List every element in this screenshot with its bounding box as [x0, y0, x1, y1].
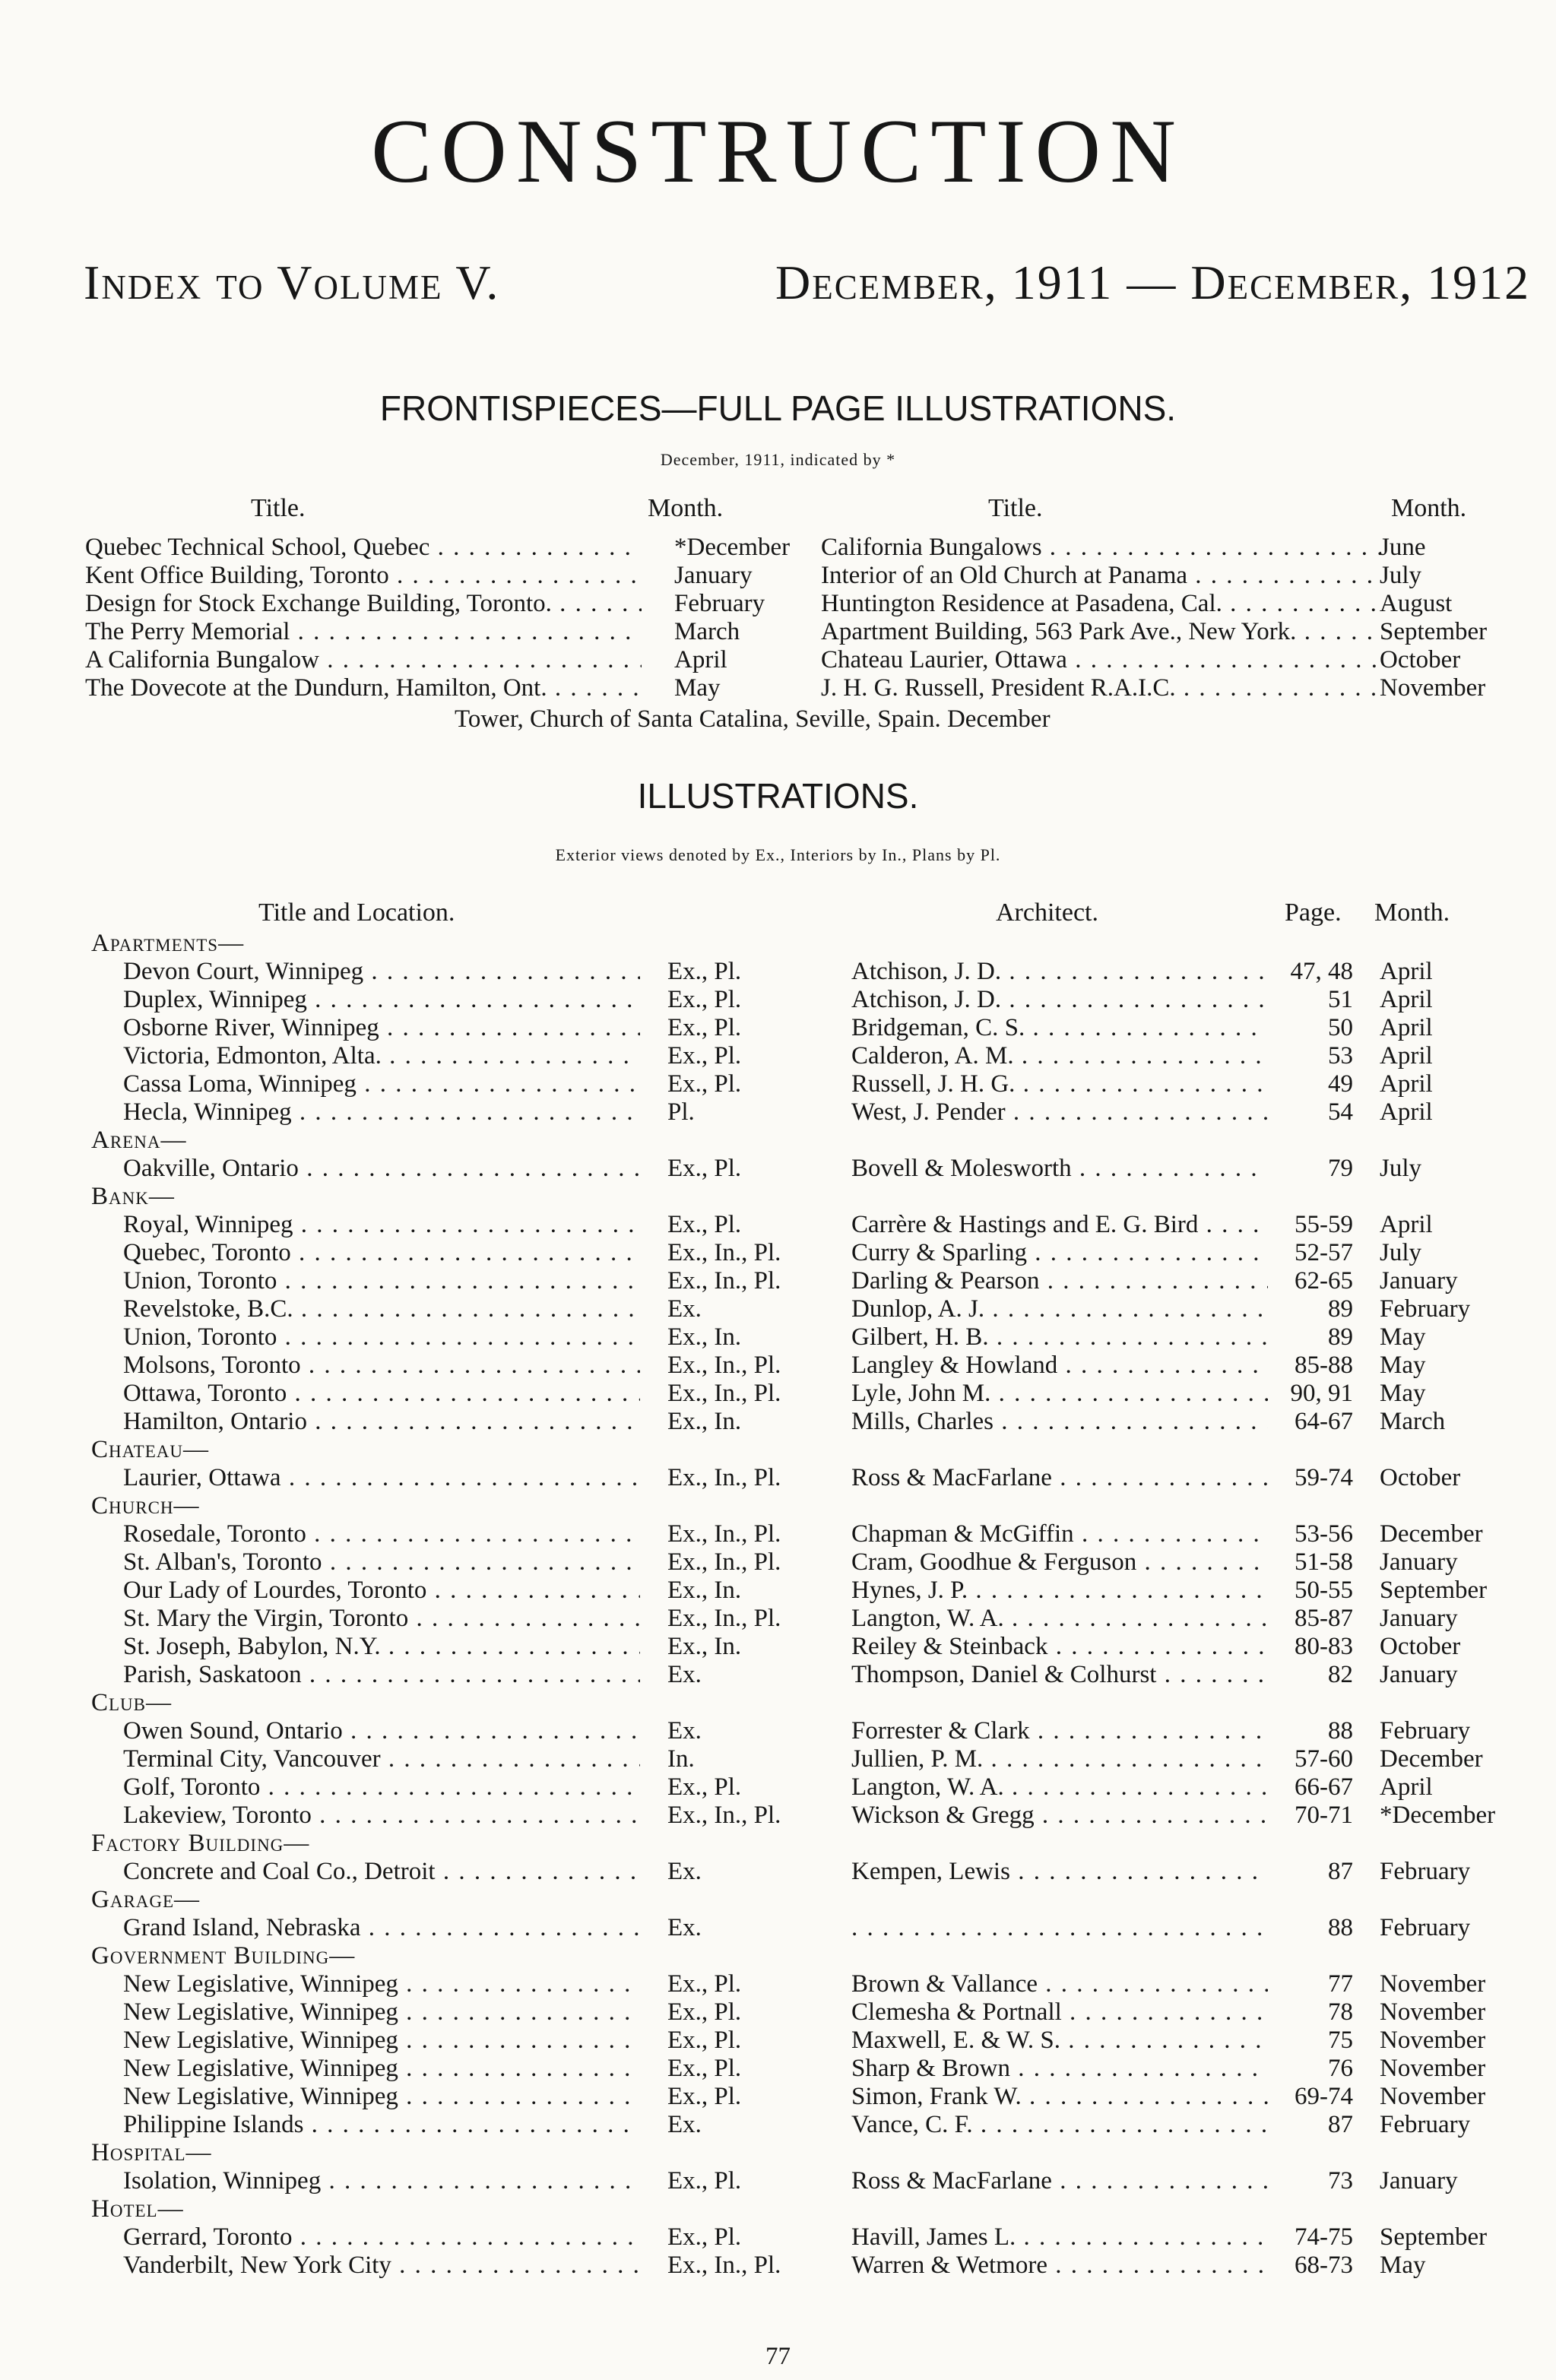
entry-title: Duplex, Winnipeg . . .	[123, 986, 640, 1013]
entry-architect: Langton, W. A. . . .	[851, 1605, 1268, 1632]
frontispiece-title: A California Bungalow . . .	[85, 646, 642, 673]
entry-views: Ex., Pl.	[667, 1998, 742, 2026]
index-row	[0, 1323, 1556, 1351]
entry-views: Ex., Pl.	[667, 1070, 742, 1098]
entry-page: 79	[1328, 1155, 1353, 1182]
category-heading: Factory Building—	[91, 1830, 310, 1857]
frontispiece-title: Huntington Residence at Pasadena, Cal. . . .	[821, 590, 1381, 617]
frontispiece-title: Chateau Laurier, Ottawa . . .	[821, 646, 1381, 673]
frontispiece-title: Apartment Building, 563 Park Ave., New York. . . .	[821, 618, 1381, 645]
entry-month: November	[1380, 2055, 1486, 2082]
index-row	[0, 1773, 1556, 1801]
category-heading: Hospital—	[91, 2139, 212, 2166]
entry-month: February	[1380, 1717, 1471, 1745]
entry-page: 90, 91	[1290, 1380, 1353, 1407]
entry-title: Ottawa, Toronto . . .	[123, 1380, 640, 1407]
entry-title: Parish, Saskatoon . . .	[123, 1661, 640, 1688]
index-row	[0, 2252, 1556, 2279]
index-row	[0, 1211, 1556, 1238]
index-row	[0, 2167, 1556, 2195]
index-row	[0, 1352, 1556, 1379]
entry-views: Ex.	[667, 1914, 702, 1941]
entry-architect: Langley & Howland . . .	[851, 1352, 1268, 1379]
entry-month: May	[1380, 1323, 1426, 1351]
entry-page: 64-67	[1295, 1408, 1353, 1435]
frontispiece-month: June	[1380, 534, 1426, 561]
entry-page: 73	[1328, 2167, 1353, 2195]
entry-architect: Cram, Goodhue & Ferguson . . .	[851, 1548, 1268, 1576]
entry-views: Ex.	[667, 1661, 702, 1688]
entry-title: Hamilton, Ontario . . .	[123, 1408, 640, 1435]
frontispiece-title: California Bungalows . . .	[821, 534, 1381, 561]
frontispiece-item	[821, 590, 1532, 617]
entry-month: July	[1380, 1239, 1422, 1266]
entry-architect: Langton, W. A. . . .	[851, 1773, 1268, 1801]
entry-page: 87	[1328, 2111, 1353, 2138]
entry-title: Revelstoke, B.C. . . .	[123, 1295, 640, 1323]
entry-title: Laurier, Ottawa . . .	[123, 1464, 640, 1491]
entry-title: New Legislative, Winnipeg . . .	[123, 1998, 640, 2026]
category-heading: Arena—	[91, 1127, 187, 1154]
category-heading: Government Building—	[91, 1942, 356, 1970]
index-row	[0, 1914, 1556, 1941]
index-row	[0, 1661, 1556, 1688]
entry-architect: Calderon, A. M. . . .	[851, 1042, 1268, 1070]
entry-architect: Hynes, J. P. . . .	[851, 1577, 1268, 1604]
frontispiece-title: Design for Stock Exchange Building, Toronto. . . .	[85, 590, 642, 617]
index-row	[0, 1070, 1556, 1098]
entry-month: March	[1380, 1408, 1446, 1435]
entry-month: January	[1380, 1267, 1458, 1295]
index-row	[0, 1802, 1556, 1829]
entry-views: Ex., In., Pl.	[667, 1802, 781, 1829]
entry-architect: Darling & Pearson . . .	[851, 1267, 1268, 1295]
entry-views: Ex., Pl.	[667, 2167, 742, 2195]
frontispiece-item	[85, 618, 826, 645]
entry-month: January	[1380, 1605, 1458, 1632]
entry-page: 74-75	[1295, 2223, 1353, 2251]
entry-views: Ex., Pl.	[667, 1970, 742, 1998]
frontispiece-title: The Dovecote at the Dundurn, Hamilton, Ont. . . .	[85, 674, 642, 702]
entry-views: Pl.	[667, 1098, 695, 1126]
entry-page: 77	[1328, 1970, 1353, 1998]
frontispiece-month: February	[674, 590, 765, 617]
entry-architect: Dunlop, A. J. . . .	[851, 1295, 1268, 1323]
entry-title: Concrete and Coal Co., Detroit . . .	[123, 1858, 640, 1885]
entry-title: Royal, Winnipeg . . .	[123, 1211, 640, 1238]
entry-architect: Chapman & McGiffin . . .	[851, 1520, 1268, 1548]
entry-page: 57-60	[1295, 1745, 1353, 1773]
index-label: Index to Volume V.	[84, 255, 500, 309]
entry-views: Ex.	[667, 1858, 702, 1885]
category-heading: Garage—	[91, 1886, 201, 1913]
entry-page: 51	[1328, 986, 1353, 1013]
entry-views: Ex., In., Pl.	[667, 1464, 781, 1491]
entry-page: 50-55	[1295, 1577, 1353, 1604]
entry-architect: Reiley & Steinback . . .	[851, 1633, 1268, 1660]
entry-title: Philippine Islands . . .	[123, 2111, 640, 2138]
entry-month: December	[1380, 1745, 1483, 1773]
entry-month: October	[1380, 1464, 1461, 1491]
entry-views: Ex., In.	[667, 1633, 742, 1660]
index-row	[0, 2083, 1556, 2110]
frontispiece-item	[85, 590, 826, 617]
entry-title: Golf, Toronto . . .	[123, 1773, 640, 1801]
entry-title: St. Joseph, Babylon, N.Y. . . .	[123, 1633, 640, 1660]
frontispiece-item	[85, 646, 826, 673]
entry-page: 59-74	[1295, 1464, 1353, 1491]
entry-architect: Bridgeman, C. S. . . .	[851, 1014, 1268, 1041]
frontispiece-month: October	[1380, 646, 1461, 673]
entry-views: Ex., In., Pl.	[667, 1380, 781, 1407]
entry-architect: Clemesha & Portnall . . .	[851, 1998, 1268, 2026]
entry-views: Ex., Pl.	[667, 1773, 742, 1801]
entry-architect: Ross & MacFarlane . . .	[851, 2167, 1268, 2195]
entry-architect: Kempen, Lewis . . .	[851, 1858, 1268, 1885]
entry-month: February	[1380, 1858, 1471, 1885]
entry-views: Ex., In., Pl.	[667, 1520, 781, 1548]
category-heading: Club—	[91, 1689, 173, 1716]
entry-month: February	[1380, 1295, 1471, 1323]
entry-title: Quebec, Toronto . . .	[123, 1239, 640, 1266]
entry-month: November	[1380, 1970, 1486, 1998]
entry-title: St. Mary the Virgin, Toronto . . .	[123, 1605, 640, 1632]
entry-page: 52-57	[1295, 1239, 1353, 1266]
entry-title: Grand Island, Nebraska . . .	[123, 1914, 640, 1941]
entry-views: Ex., Pl.	[667, 1155, 742, 1182]
entry-month: November	[1380, 2027, 1486, 2054]
index-row	[0, 1520, 1556, 1548]
frontispieces-heading: FRONTISPIECES—FULL PAGE ILLUSTRATIONS.	[379, 388, 1177, 428]
entry-architect: Ross & MacFarlane . . .	[851, 1464, 1268, 1491]
entry-month: April	[1380, 1773, 1433, 1801]
category-heading: Church—	[91, 1492, 200, 1520]
index-row	[0, 1464, 1556, 1491]
entry-architect: Brown & Vallance . . .	[851, 1970, 1268, 1998]
entry-views: Ex., In., Pl.	[667, 1352, 781, 1379]
entry-views: Ex., In., Pl.	[667, 1267, 781, 1295]
index-row	[0, 2111, 1556, 2138]
entry-month: September	[1380, 2223, 1488, 2251]
index-row	[0, 1042, 1556, 1070]
entry-page: 47, 48	[1290, 958, 1353, 985]
entry-views: Ex., In.	[667, 1408, 742, 1435]
index-row	[0, 958, 1556, 985]
frontispiece-item	[821, 618, 1532, 645]
entry-architect: Gilbert, H. B. . . .	[851, 1323, 1268, 1351]
entry-page: 53	[1328, 1042, 1353, 1070]
frontispiece-item	[85, 562, 826, 589]
index-row	[0, 1267, 1556, 1295]
entry-month: February	[1380, 1914, 1471, 1941]
entry-page: 66-67	[1295, 1773, 1353, 1801]
entry-page: 85-88	[1295, 1352, 1353, 1379]
entry-views: Ex.	[667, 1295, 702, 1323]
entry-title: Cassa Loma, Winnipeg . . .	[123, 1070, 640, 1098]
frontispieces-col-month-right: Month.	[1391, 494, 1467, 522]
frontispiece-month: August	[1380, 590, 1453, 617]
category-heading: Bank—	[91, 1183, 175, 1210]
entry-title: Union, Toronto . . .	[123, 1323, 640, 1351]
index-row	[0, 2027, 1556, 2054]
entry-architect: Curry & Sparling . . .	[851, 1239, 1268, 1266]
entry-title: Devon Court, Winnipeg . . .	[123, 958, 640, 985]
frontispieces-note: December, 1911, indicated by *	[660, 450, 896, 469]
entry-title: Victoria, Edmonton, Alta. . . .	[123, 1042, 640, 1070]
entry-month: December	[1380, 1520, 1483, 1548]
index-row	[0, 1155, 1556, 1182]
entry-views: Ex., Pl.	[667, 1211, 742, 1238]
entry-title: Our Lady of Lourdes, Toronto . . .	[123, 1577, 640, 1604]
entry-month: January	[1380, 1548, 1458, 1576]
entry-page: 53-56	[1295, 1520, 1353, 1548]
frontispiece-month: April	[674, 646, 727, 673]
entry-page: 89	[1328, 1323, 1353, 1351]
frontispiece-item	[85, 534, 826, 561]
entry-views: Ex., Pl.	[667, 1014, 742, 1041]
index-row	[0, 1745, 1556, 1773]
entry-month: April	[1380, 1042, 1433, 1070]
entry-title: Vanderbilt, New York City . . .	[123, 2252, 640, 2279]
illustrations-col-month: Month.	[1374, 898, 1450, 927]
index-row	[0, 1014, 1556, 1041]
category-heading: Apartments—	[91, 930, 245, 957]
entry-page: 70-71	[1295, 1802, 1353, 1829]
entry-views: Ex., Pl.	[667, 1042, 742, 1070]
entry-architect: Maxwell, E. & W. S. . . .	[851, 2027, 1268, 2054]
frontispiece-month: March	[674, 618, 740, 645]
entry-title: Gerrard, Toronto . . .	[123, 2223, 640, 2251]
frontispieces-col-title-left: Title.	[251, 494, 306, 522]
index-row	[0, 1998, 1556, 2026]
entry-month: January	[1380, 1661, 1458, 1688]
frontispieces-tower-entry: Tower, Church of Santa Catalina, Seville, Spain. December	[455, 705, 1051, 733]
index-row	[0, 1239, 1556, 1266]
entry-month: November	[1380, 1998, 1486, 2026]
entry-views: Ex., Pl.	[667, 958, 742, 985]
entry-views: Ex., Pl.	[667, 2223, 742, 2251]
frontispiece-title: Interior of an Old Church at Panama . . .	[821, 562, 1381, 589]
entry-page: 88	[1328, 1914, 1353, 1941]
entry-title: Union, Toronto . . .	[123, 1267, 640, 1295]
frontispiece-item	[821, 534, 1532, 561]
index-row	[0, 986, 1556, 1013]
entry-page: 87	[1328, 1858, 1353, 1885]
entry-title: New Legislative, Winnipeg . . .	[123, 2027, 640, 2054]
entry-title: New Legislative, Winnipeg . . .	[123, 2055, 640, 2082]
entry-month: May	[1380, 1380, 1426, 1407]
entry-title: Molsons, Toronto . . .	[123, 1352, 640, 1379]
entry-title: New Legislative, Winnipeg . . .	[123, 2083, 640, 2110]
entry-title: Rosedale, Toronto . . .	[123, 1520, 640, 1548]
index-row	[0, 1970, 1556, 1998]
entry-views: Ex., In.	[667, 1577, 742, 1604]
entry-month: January	[1380, 2167, 1458, 2195]
frontispiece-title: The Perry Memorial . . .	[85, 618, 642, 645]
entry-architect: West, J. Pender . . .	[851, 1098, 1268, 1126]
frontispiece-month: September	[1380, 618, 1488, 645]
index-row	[0, 1408, 1556, 1435]
category-heading: Chateau—	[91, 1436, 209, 1463]
entry-architect: Atchison, J. D. . . .	[851, 958, 1268, 985]
entry-architect: Bovell & Molesworth . . .	[851, 1155, 1268, 1182]
entry-page: 50	[1328, 1014, 1353, 1041]
entry-page: 54	[1328, 1098, 1353, 1126]
entry-month: May	[1380, 1352, 1426, 1379]
frontispieces-col-title-right: Title.	[988, 494, 1043, 522]
entry-month: April	[1380, 1211, 1433, 1238]
entry-page: 62-65	[1295, 1267, 1353, 1295]
entry-month: November	[1380, 2083, 1486, 2110]
masthead: CONSTRUCTION	[371, 100, 1185, 201]
entry-page: 51-58	[1295, 1548, 1353, 1576]
entry-title: Terminal City, Vancouver . . .	[123, 1745, 640, 1773]
entry-views: Ex., In., Pl.	[667, 2252, 781, 2279]
entry-views: Ex.	[667, 1717, 702, 1745]
index-row	[0, 2055, 1556, 2082]
entry-title: Owen Sound, Ontario . . .	[123, 1717, 640, 1745]
entry-title: Hecla, Winnipeg . . .	[123, 1098, 640, 1126]
entry-title: Oakville, Ontario . . .	[123, 1155, 640, 1182]
index-row	[0, 1098, 1556, 1126]
entry-page: 75	[1328, 2027, 1353, 2054]
entry-page: 89	[1328, 1295, 1353, 1323]
entry-views: Ex., In., Pl.	[667, 1239, 781, 1266]
illustrations-heading: ILLUSTRATIONS.	[637, 776, 919, 816]
entry-architect: Vance, C. F. . . .	[851, 2111, 1268, 2138]
frontispiece-month: May	[674, 674, 721, 702]
entry-month: *December	[1380, 1802, 1496, 1829]
entry-views: Ex., Pl.	[667, 2027, 742, 2054]
index-row	[0, 1858, 1556, 1885]
entry-architect	[851, 1914, 1268, 1941]
frontispiece-item	[821, 674, 1532, 702]
entry-page: 88	[1328, 1717, 1353, 1745]
entry-architect: Lyle, John M. . . .	[851, 1380, 1268, 1407]
frontispiece-title: Quebec Technical School, Quebec . . .	[85, 534, 642, 561]
frontispieces-col-month-left: Month.	[648, 494, 724, 522]
entry-page: 55-59	[1295, 1211, 1353, 1238]
entry-month: April	[1380, 1014, 1433, 1041]
entry-month: October	[1380, 1633, 1461, 1660]
illustrations-col-title: Title and Location.	[258, 898, 455, 927]
entry-page: 76	[1328, 2055, 1353, 2082]
entry-architect: Carrère & Hastings and E. G. Bird . . .	[851, 1211, 1268, 1238]
entry-page: 49	[1328, 1070, 1353, 1098]
entry-architect: Jullien, P. M. . . .	[851, 1745, 1268, 1773]
frontispiece-item	[85, 674, 826, 702]
entry-title: Isolation, Winnipeg . . .	[123, 2167, 640, 2195]
illustrations-col-architect: Architect.	[996, 898, 1098, 927]
index-row	[0, 1295, 1556, 1323]
date-range: December, 1911 — December, 1912	[775, 255, 1531, 309]
entry-month: September	[1380, 1577, 1488, 1604]
entry-architect: Havill, James L. . . .	[851, 2223, 1268, 2251]
entry-views: Ex., In., Pl.	[667, 1548, 781, 1576]
entry-month: April	[1380, 1070, 1433, 1098]
index-row	[0, 1717, 1556, 1745]
entry-page: 68-73	[1295, 2252, 1353, 2279]
entry-title: St. Alban's, Toronto . . .	[123, 1548, 640, 1576]
entry-views: Ex., Pl.	[667, 2083, 742, 2110]
entry-views: In.	[667, 1745, 695, 1773]
frontispiece-month: November	[1380, 674, 1486, 702]
index-row	[0, 1548, 1556, 1576]
illustrations-col-page: Page.	[1285, 898, 1342, 927]
frontispiece-item	[821, 646, 1532, 673]
illustrations-note: Exterior views denoted by Ex., Interiors by In., Plans by Pl.	[555, 845, 1001, 864]
frontispiece-month: *December	[674, 534, 791, 561]
entry-page: 85-87	[1295, 1605, 1353, 1632]
entry-month: April	[1380, 958, 1433, 985]
entry-views: Ex., Pl.	[667, 986, 742, 1013]
entry-month: April	[1380, 986, 1433, 1013]
entry-views: Ex., In.	[667, 1323, 742, 1351]
index-row	[0, 2223, 1556, 2251]
category-heading: Hotel—	[91, 2195, 184, 2223]
entry-architect: Forrester & Clark . . .	[851, 1717, 1268, 1745]
frontispiece-month: July	[1380, 562, 1422, 589]
entry-architect: Simon, Frank W. . . .	[851, 2083, 1268, 2110]
index-row	[0, 1577, 1556, 1604]
page-number: 77	[765, 2343, 791, 2370]
entry-architect: Wickson & Gregg . . .	[851, 1802, 1268, 1829]
entry-title: New Legislative, Winnipeg . . .	[123, 1970, 640, 1998]
entry-month: April	[1380, 1098, 1433, 1126]
entry-views: Ex., Pl.	[667, 2055, 742, 2082]
entry-architect: Thompson, Daniel & Colhurst . . .	[851, 1661, 1268, 1688]
entry-month: May	[1380, 2252, 1426, 2279]
entry-page: 78	[1328, 1998, 1353, 2026]
entry-architect: Russell, J. H. G. . . .	[851, 1070, 1268, 1098]
index-row	[0, 1380, 1556, 1407]
entry-architect: Mills, Charles . . .	[851, 1408, 1268, 1435]
entry-title: Lakeview, Toronto . . .	[123, 1802, 640, 1829]
frontispiece-item	[821, 562, 1532, 589]
frontispiece-title: Kent Office Building, Toronto . . .	[85, 562, 642, 589]
frontispiece-month: January	[674, 562, 753, 589]
entry-month: July	[1380, 1155, 1422, 1182]
entry-views: Ex., In., Pl.	[667, 1605, 781, 1632]
entry-architect: Sharp & Brown . . .	[851, 2055, 1268, 2082]
entry-month: February	[1380, 2111, 1471, 2138]
entry-page: 82	[1328, 1661, 1353, 1688]
entry-architect: Atchison, J. D. . . .	[851, 986, 1268, 1013]
index-row	[0, 1633, 1556, 1660]
index-row	[0, 1605, 1556, 1632]
entry-architect: Warren & Wetmore . . .	[851, 2252, 1268, 2279]
entry-views: Ex.	[667, 2111, 702, 2138]
frontispiece-title: J. H. G. Russell, President R.A.I.C. . . .	[821, 674, 1381, 702]
entry-page: 69-74	[1295, 2083, 1353, 2110]
entry-page: 80-83	[1295, 1633, 1353, 1660]
entry-title: Osborne River, Winnipeg . . .	[123, 1014, 640, 1041]
